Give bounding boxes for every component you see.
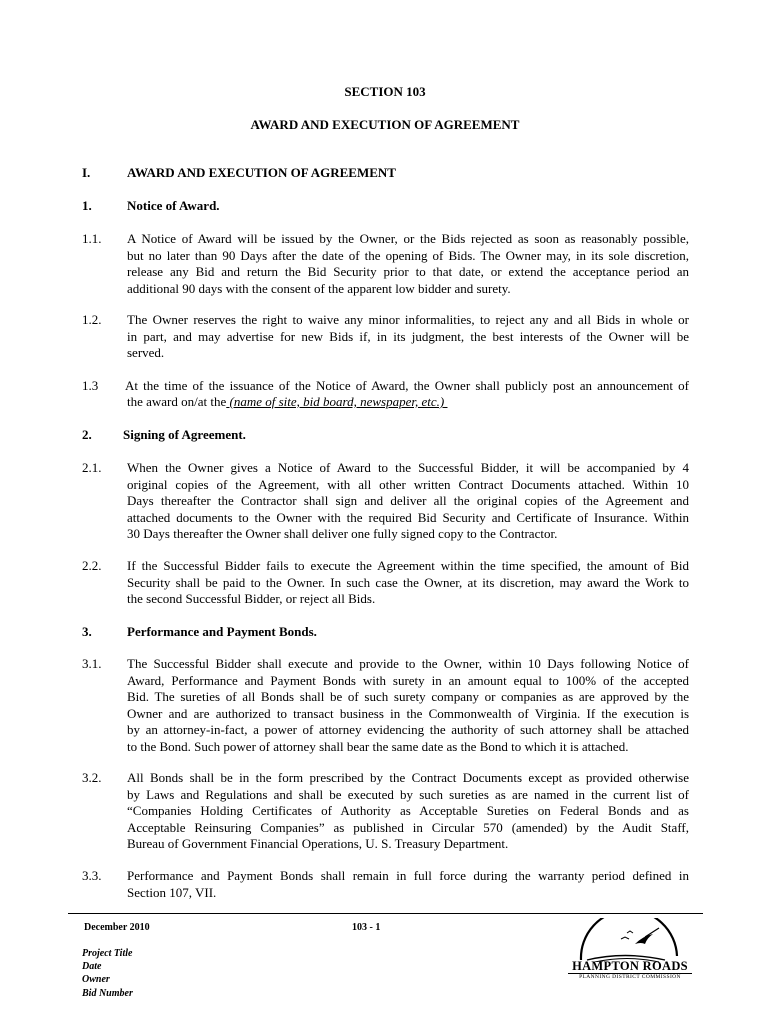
footer-bid-number: Bid Number (82, 988, 133, 999)
text-line: At the time of the issuance of the Notice of Award, the Owner shall publicly post an announcement of (125, 378, 689, 393)
footer-date-field: Date (82, 961, 102, 972)
text-line: original copies of the Agreement, with all other written Contract Documents attached. Within 10 (127, 476, 689, 492)
p1-3-text (125, 378, 689, 395)
p1-2-text (127, 312, 689, 362)
text-line: “Companies Holding Certificates of Authority as Acceptable Sureties on Federal Bonds and as (127, 803, 689, 818)
footer-date: December 2010 (84, 922, 150, 933)
text-line: but no later than 90 Days after the date of the opening of Bids. The Owner may, in its sole discretion, (127, 247, 689, 263)
text-line: The Owner reserves the right to waive any minor informalities, to reject any and all Bids in whole or (127, 312, 689, 327)
text-line: additional 90 days with the consent of the apparent low bidder and surety. (127, 280, 511, 296)
text-line: Days thereafter the Contractor shall sign and deliver all the original copies of the Agreement and (127, 493, 689, 508)
text-line: Owner and are authorized to transact business in the Commonwealth of Virginia. If the execution is (127, 705, 689, 721)
p3-3-number: 3.3. (82, 868, 102, 883)
logo-main-text: HAMPTON ROADS (568, 960, 692, 974)
text-line: Bureau of Government Financial Operations, U. S. Treasury Department. (127, 836, 509, 851)
p1-3-line2-text: the award on/at the (127, 394, 227, 409)
s3-title: Performance and Payment Bonds. (127, 624, 317, 639)
footer-owner: Owner (82, 974, 110, 985)
p1-3-number: 1.3 (82, 378, 99, 393)
logo-emblem-icon (565, 918, 693, 962)
text-line: Acceptable Reinsuring Companies” as published in Circular 570 (amended) by the Audit Staff, (127, 819, 689, 835)
text-line: served. (127, 345, 165, 360)
p3-1-text (127, 656, 689, 755)
text-line: All Bonds shall be in the form prescribed by the Contract Documents except as provided otherwise (127, 770, 689, 785)
text-line: Bid. The sureties of all Bonds shall be of such surety company or companies as are approved by the (127, 689, 689, 704)
logo-sub-text: PLANNING DISTRICT COMMISSION (579, 974, 681, 980)
text-line: the second Successful Bidder, or reject all Bids. (127, 591, 376, 606)
p1-1-number: 1.1. (82, 231, 102, 246)
p2-1-text (127, 460, 689, 543)
text-line: release any Bid and return the Bid Security prior to that date, or extend the acceptance period an (127, 264, 689, 279)
text-line: If the Successful Bidder fails to execute the Agreement within the time specified, the amount of Bid (127, 558, 689, 573)
text-line: A Notice of Award will be issued by the Owner, or the Bids rejected as soon as reasonably possible, (127, 231, 689, 246)
s3-number: 3. (82, 624, 92, 639)
text-line: to the Bond. Such power of attorney shall bear the same date as the Bond to which it is attached. (127, 738, 629, 754)
award-posting-blank[interactable]: (name of site, bid board, newspaper, etc.) (226, 394, 448, 409)
footer-project-title: Project Title (82, 948, 133, 959)
p3-3-text (127, 868, 689, 901)
s2-title: Signing of Agreement. (123, 427, 246, 442)
part-number: I. (82, 165, 91, 180)
part-title: AWARD AND EXECUTION OF AGREEMENT (127, 165, 396, 180)
p2-1-number: 2.1. (82, 460, 102, 475)
text-line: Security shall be paid to the Owner. In such case the Owner, at its discretion, may award the Work to (127, 574, 689, 590)
text-line: attached documents to the Owner with the required Bid Security and Certificate of Insurance. Within (127, 509, 689, 525)
footer-rule (68, 913, 703, 914)
s1-title: Notice of Award. (127, 198, 220, 213)
text-line: by Laws and Regulations and shall be executed by such sureties as are named in the current list of (127, 786, 689, 802)
section-number: SECTION 103 (344, 84, 426, 99)
text-line: 30 Days thereafter the Owner shall deliver one fully signed copy to the Contractor. (127, 526, 558, 541)
p1-3-line2 (127, 394, 447, 411)
p3-2-text (127, 770, 689, 853)
hampton-roads-logo (565, 918, 693, 986)
p2-2-number: 2.2. (82, 558, 102, 573)
p3-2-number: 3.2. (82, 770, 102, 785)
text-line: Section 107, VII. (127, 884, 217, 900)
p1-2-number: 1.2. (82, 312, 102, 327)
text-line: by an attorney-in-fact, a power of attorney evidencing the authority of such attorney shall be attached (127, 722, 689, 737)
p1-1-text (127, 231, 689, 297)
p3-1-number: 3.1. (82, 656, 102, 671)
text-line: in part, and may advertise for new Bids if, in its judgment, the best interests of the Owner will be (127, 328, 689, 344)
p2-2-text (127, 558, 689, 608)
text-line: Performance and Payment Bonds shall remain in full force during the warranty period defined in (127, 868, 689, 883)
text-line: When the Owner gives a Notice of Award to the Successful Bidder, it will be accompanied by 4 (127, 460, 689, 475)
text-line: The Successful Bidder shall execute and provide to the Owner, within 10 Days following Notice of (127, 656, 689, 671)
text-line: Award, Performance and Payment Bonds with surety in an amount equal to 100% of the accepted (127, 672, 689, 688)
section-title: AWARD AND EXECUTION OF AGREEMENT (250, 117, 520, 132)
s2-number: 2. (82, 427, 92, 442)
s1-number: 1. (82, 198, 92, 213)
footer-page-number: 103 - 1 (352, 922, 381, 933)
